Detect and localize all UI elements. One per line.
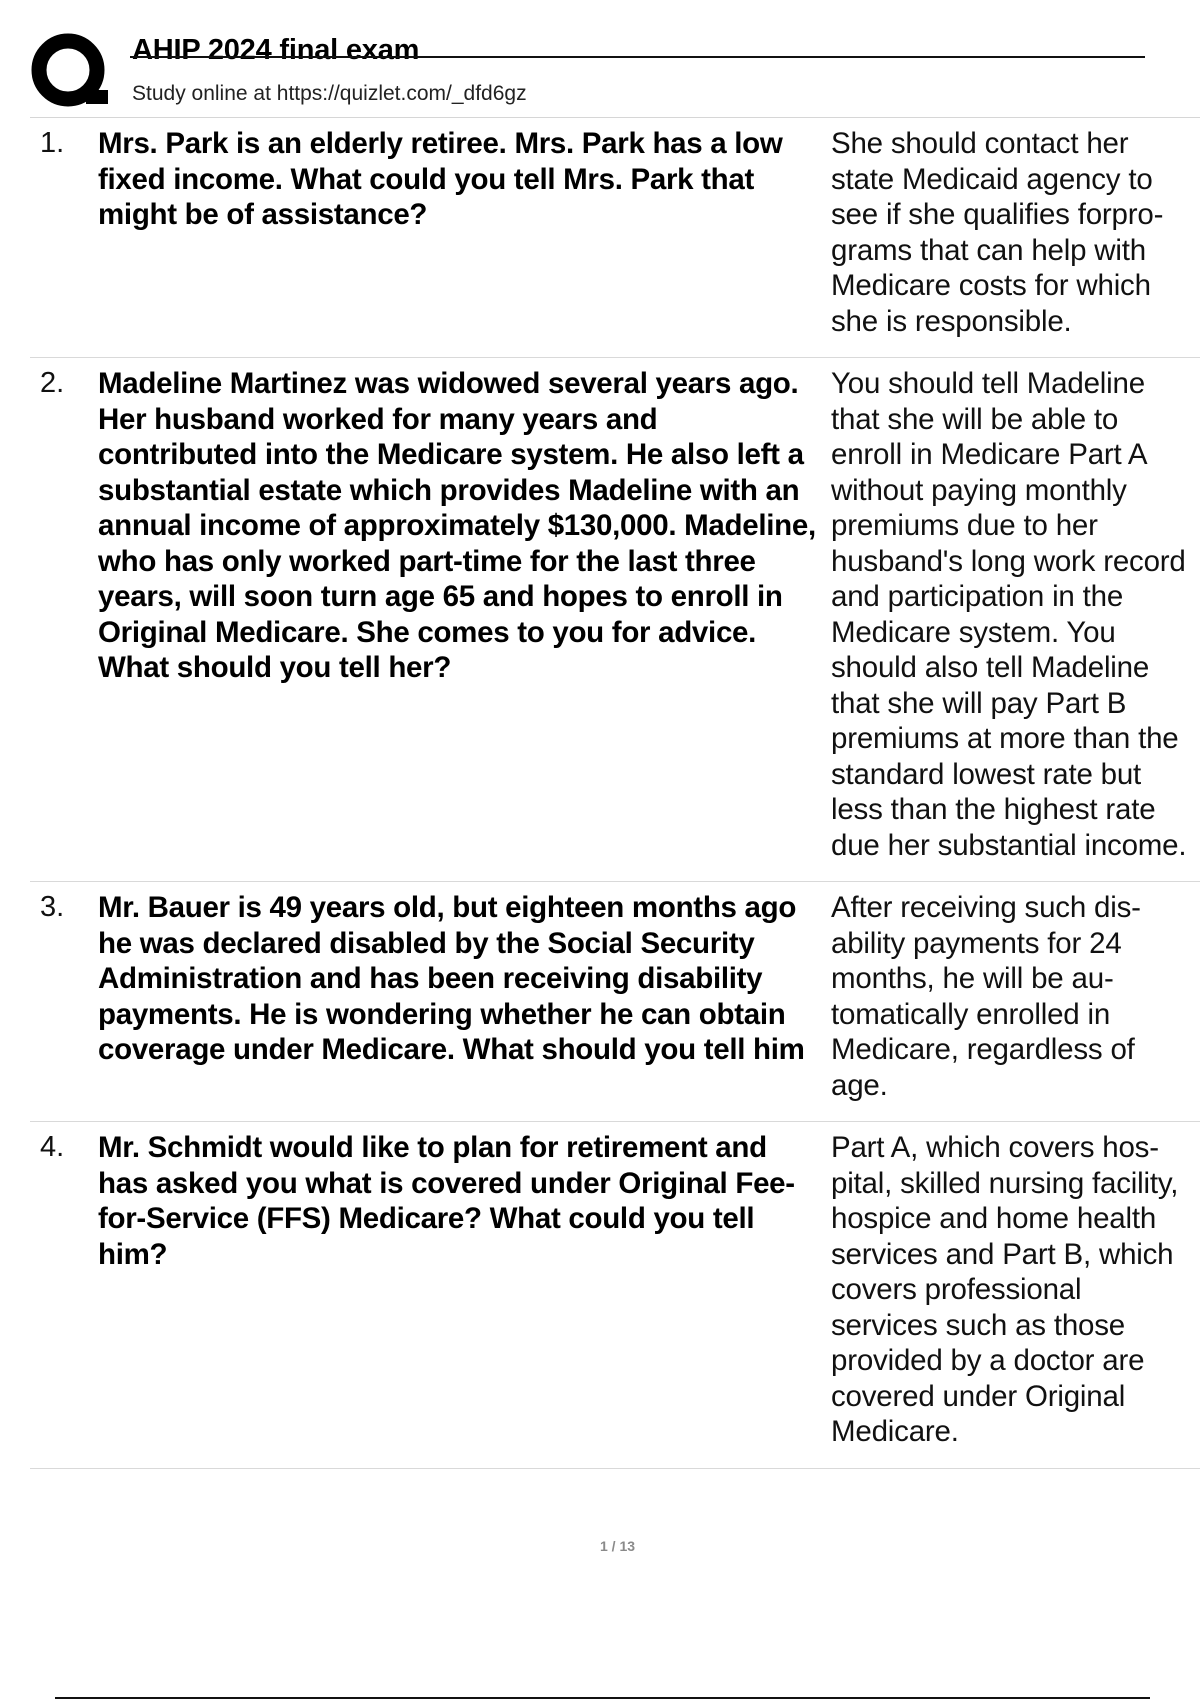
flashcard-2 (30, 358, 1200, 882)
flashcard-1 (30, 118, 1200, 358)
card-number: 4. (40, 1131, 65, 1163)
card-number: 3. (40, 891, 65, 923)
card-number: 2. (40, 367, 65, 399)
quizlet-logo-icon (30, 30, 112, 112)
study-online-link[interactable]: Study online at https://quizlet.com/_dfd6gz (132, 82, 527, 105)
page-title: AHIP 2024 final exam (132, 34, 420, 66)
page-number: 1 / 13 (599, 1538, 636, 1554)
page-header (0, 0, 1200, 118)
card-number: 1. (40, 127, 65, 159)
card-answer: After receiving such disability payments for 24 months, he will be automatically enrolled in Medicare, regardless of age. (831, 891, 1141, 1102)
flashcard-list (30, 118, 1200, 1469)
flashcard-3 (30, 882, 1200, 1122)
card-question: Madeline Martinez was widowed several years ago. Her husband worked for many years and contributed into the Medicare system. He also left a substantial estate which provides Madeline with an annual income of approximately $130,000. Madeline, who has only worked part-time for the last three years, will soon turn age 65 and hopes to enroll in Original Medicare. She comes to you for advice. What should you tell her? (98, 367, 816, 684)
card-question: Mr. Schmidt would like to plan for retirement and has asked you what is covered under Original Fee-for-Service (FFS) Medicare? What could you tell him? (98, 1131, 795, 1271)
card-answer: Part A, which covers hospital, skilled nursing facility, hospice and home health services and Part B, which covers professional services such as those provided by a doctor are covered under Original Medicare. (831, 1131, 1179, 1448)
title-underline (130, 56, 1145, 58)
flashcard-4 (30, 1122, 1200, 1469)
card-question: Mrs. Park is an elderly retiree. Mrs. Park has a low fixed income. What could you tell Mrs. Park that might be of assistance? (98, 127, 783, 231)
card-question: Mr. Bauer is 49 years old, but eighteen months ago he was declared disabled by the Social Security Administration and has been receiving disability payments. He is wondering whether he can obtain coverage under Medicare. What should you tell him (98, 891, 805, 1066)
card-answer: She should contact her state Medicaid agency to see if she qualifies forprograms that can help with Medicare costs for which she is responsible. (831, 127, 1164, 338)
footer-divider (55, 1697, 1150, 1699)
card-answer: You should tell Madeline that she will be able to enroll in Medicare Part A without paying monthly premiums due to her husband's long work record and participation in the Medicare system. You should also tell Madeline that she will pay Part B premiums at more than the standard lowest rate but less than the highest rate due her substantial income. (831, 367, 1187, 862)
